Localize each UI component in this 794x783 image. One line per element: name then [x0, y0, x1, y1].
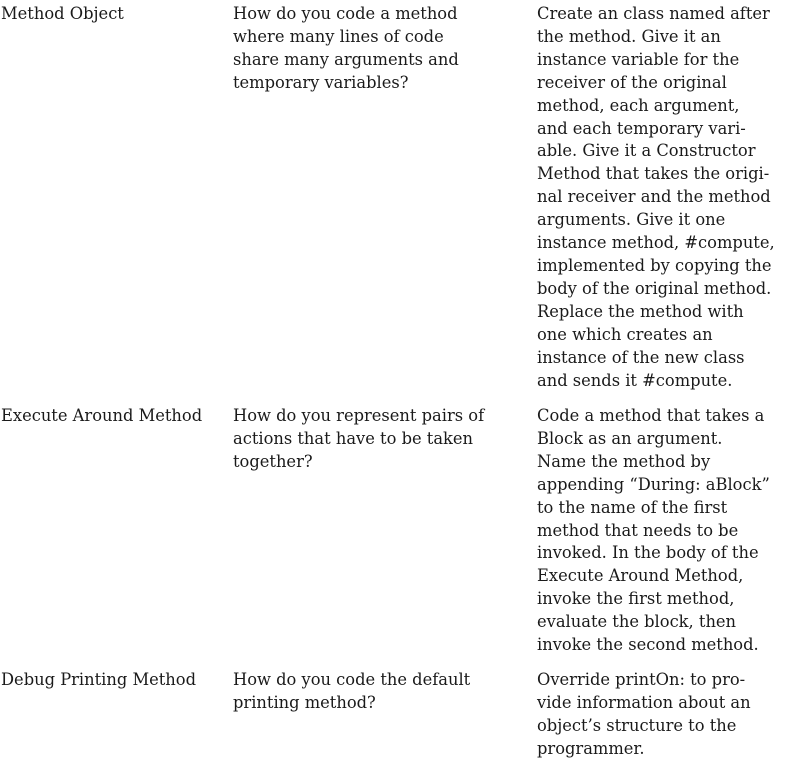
solution-line: programmer. [537, 738, 645, 758]
problem-line: where many lines of code [233, 26, 444, 46]
solution-line: Code a method that takes a [537, 406, 765, 425]
solution-line: method, each argument, [537, 95, 740, 115]
solution-line: able. Give it a Constructor [537, 141, 756, 161]
problem-line: together? [233, 451, 313, 471]
solution-line: receiver of the original [537, 72, 727, 92]
solution-line: instance variable for the [537, 49, 740, 69]
solution-line: invoked. In the body of the [537, 543, 759, 563]
solution-line: method that needs to be [537, 520, 739, 540]
problem-line: actions that have to be taken [233, 428, 474, 448]
solution-line: implemented by copying the [537, 255, 772, 275]
pattern-table [1, 3, 794, 761]
problem-line: share many arguments and [233, 49, 459, 69]
solution-line: Method that takes the origi- [537, 164, 770, 184]
pattern-name: Method Object [1, 4, 124, 23]
solution-line: vide information about an [537, 692, 751, 712]
problem-line: How do you code the default [233, 670, 471, 689]
solution-line: and sends it #compute. [537, 370, 733, 390]
solution-line: invoke the first method, [537, 589, 735, 609]
pattern-problem [233, 405, 484, 474]
solution-line: the method. Give it an [537, 26, 721, 46]
solution-line: instance of the new class [537, 347, 745, 367]
problem-line: How do you represent pairs of [233, 406, 485, 425]
solution-line: invoke the second method. [537, 635, 759, 655]
solution-line: Replace the method with [537, 301, 744, 321]
pattern-row-method-object [1, 3, 794, 394]
problem-line: temporary variables? [233, 72, 409, 92]
solution-line: Block as an argument. [537, 428, 723, 448]
pattern-name: Execute Around Method [1, 406, 203, 425]
problem-line: printing method? [233, 692, 376, 712]
solution-line: object’s structure to the [537, 715, 737, 735]
solution-line: and each temporary vari- [537, 118, 746, 138]
solution-line: Name the method by [537, 451, 711, 471]
solution-line: Execute Around Method, [537, 566, 744, 586]
problem-line: How do you code a method [233, 4, 458, 23]
solution-line: Override printOn: to pro- [537, 670, 746, 689]
solution-line: instance method, #compute, [537, 233, 775, 253]
solution-line: one which creates an [537, 324, 713, 344]
pattern-row-debug-printing-method [1, 669, 794, 761]
pattern-problem [233, 669, 470, 715]
solution-line: appending “During: aBlock” [537, 474, 770, 494]
solution-line: body of the original method. [537, 278, 772, 298]
pattern-solution [537, 405, 770, 657]
pattern-solution [537, 3, 775, 392]
pattern-solution [537, 669, 751, 761]
solution-line: evaluate the block, then [537, 612, 737, 632]
solution-line: arguments. Give it one [537, 210, 726, 230]
solution-line: nal receiver and the method [537, 187, 771, 207]
pattern-row-execute-around-method [1, 405, 794, 658]
pattern-name: Debug Printing Method [1, 670, 197, 689]
solution-line: to the name of the first [537, 497, 728, 517]
solution-line: Create an class named after [537, 4, 770, 23]
pattern-problem [233, 3, 459, 95]
